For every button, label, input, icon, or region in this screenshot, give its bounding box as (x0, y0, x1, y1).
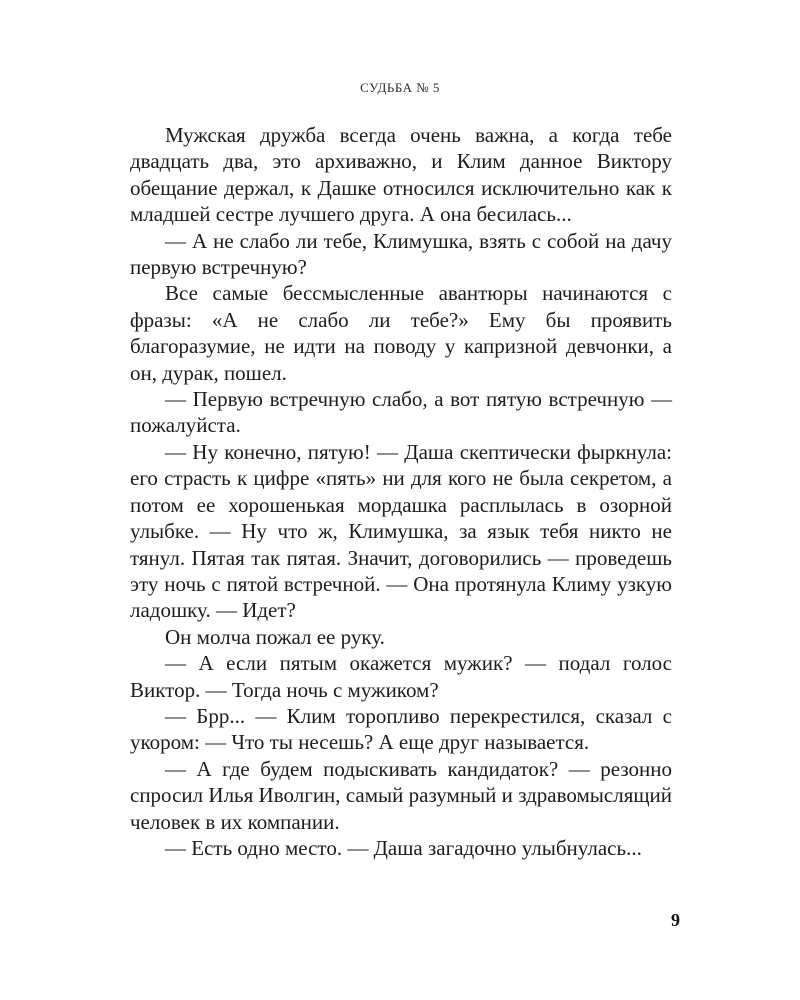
paragraph: — Брр... — Клим торопливо перекрестился, сказал с укором: — Что ты несешь? А еще друг называется. (130, 703, 672, 755)
paragraph: — Первую встречную слабо, а вот пятую встречную — пожалуйста. (130, 387, 672, 438)
paragraph: Все самые бессмысленные авантюры начинаются с фразы: «А не слабо ли тебе?» Ему бы проявить благоразумие, не идти на поводу у капризной девчонки, а он, дурак, пошел. (130, 281, 672, 385)
paragraph: — А если пятым окажется мужик? — подал голос Виктор. — Тогда ночь с мужиком? (130, 651, 672, 702)
paragraph: — А где будем подыскивать кандидаток? — резонно спросил Илья Иволгин, самый разумный и здравомыслящий человек в их компании. (130, 756, 672, 834)
paragraph: — А не слабо ли тебе, Климушка, взять с собой на дачу первую встречную? (130, 228, 672, 280)
paragraph: Мужская дружба всегда очень важна, а когда тебе двадцать два, это архиважно, и Клим данное Виктору обещание держал, к Дашке относился исключительно как к младшей сестре лучшего друга. А она бесилась... (130, 123, 672, 227)
page-number: 9 (671, 910, 680, 930)
body-text (130, 122, 672, 861)
paragraph: Он молча пожал ее руку. (165, 624, 385, 649)
paragraph: — Ну конечно, пятую! — Даша скептически фыркнула: его страсть к цифре «пять» ни для кого не была секретом, а потом ее хорошенькая мордашка расплылась в озорной улыбке. — Ну что ж, Климушка, за язык тебя никто не тянул. Пятая так пятая. Значит, договорились — проведешь эту ночь с пятой встречной. — Она протянула Климу узкую ладошку. — Идет? (130, 439, 672, 623)
paragraph: — Есть одно место. — Даша загадочно улыбнулась... (165, 835, 642, 860)
running-title: СУДЬБА № 5 (360, 80, 440, 95)
